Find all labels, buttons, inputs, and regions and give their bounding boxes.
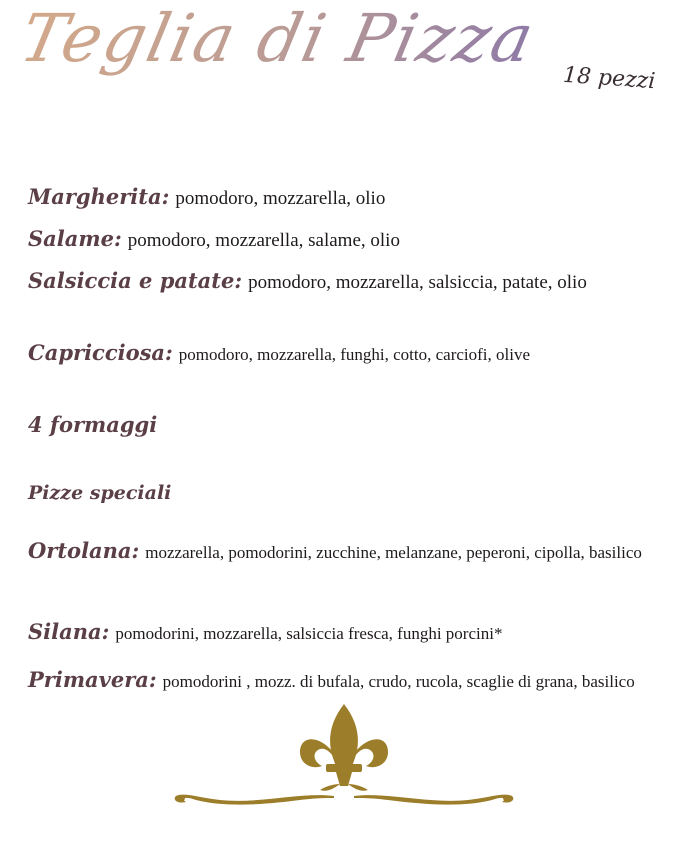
menu-item-salsiccia-patate [28,268,587,294]
item-description: pomodoro, mozzarella, salsiccia, patate, olio [248,272,587,293]
item-description: pomodoro, mozzarella, olio [175,188,386,209]
item-name: 4 formaggi [28,412,158,437]
menu-item-salame [28,226,400,252]
item-name: Margherita: [28,184,170,209]
section-title: Pizze speciali [28,482,172,504]
item-name: Salsiccia e patate: [28,268,243,293]
item-description: pomodoro, mozzarella, salame, olio [127,230,400,251]
menu-subtitle: 18 pezzi [562,62,657,95]
item-description: pomodorini , mozz. di bufala, crudo, rucola, scaglie di grana, basilico [162,672,635,691]
fleur-de-lis-icon [0,700,700,820]
item-name: Primavera: [28,667,157,692]
item-description: pomodoro, mozzarella, funghi, cotto, carciofi, olive [178,345,531,364]
menu-item-capricciosa [28,340,530,365]
section-heading-pizze-speciali [28,482,171,504]
item-name: Capricciosa: [28,340,173,365]
menu-item-margherita [28,184,385,210]
item-name: Ortolana: [28,538,140,563]
menu-item-primavera [28,667,635,692]
menu-item-4-formaggi [28,412,157,437]
item-name: Salame: [28,226,122,251]
item-name: Silana: [28,619,110,644]
item-description: mozzarella, pomodorini, zucchine, melanzane, peperoni, cipolla, basilico [145,543,642,562]
menu-title: Teglia di Pizza [13,0,542,77]
item-description: pomodorini, mozzarella, salsiccia fresca, funghi porcini* [115,624,503,643]
menu-item-ortolana [28,538,642,563]
menu-item-silana [28,619,502,644]
